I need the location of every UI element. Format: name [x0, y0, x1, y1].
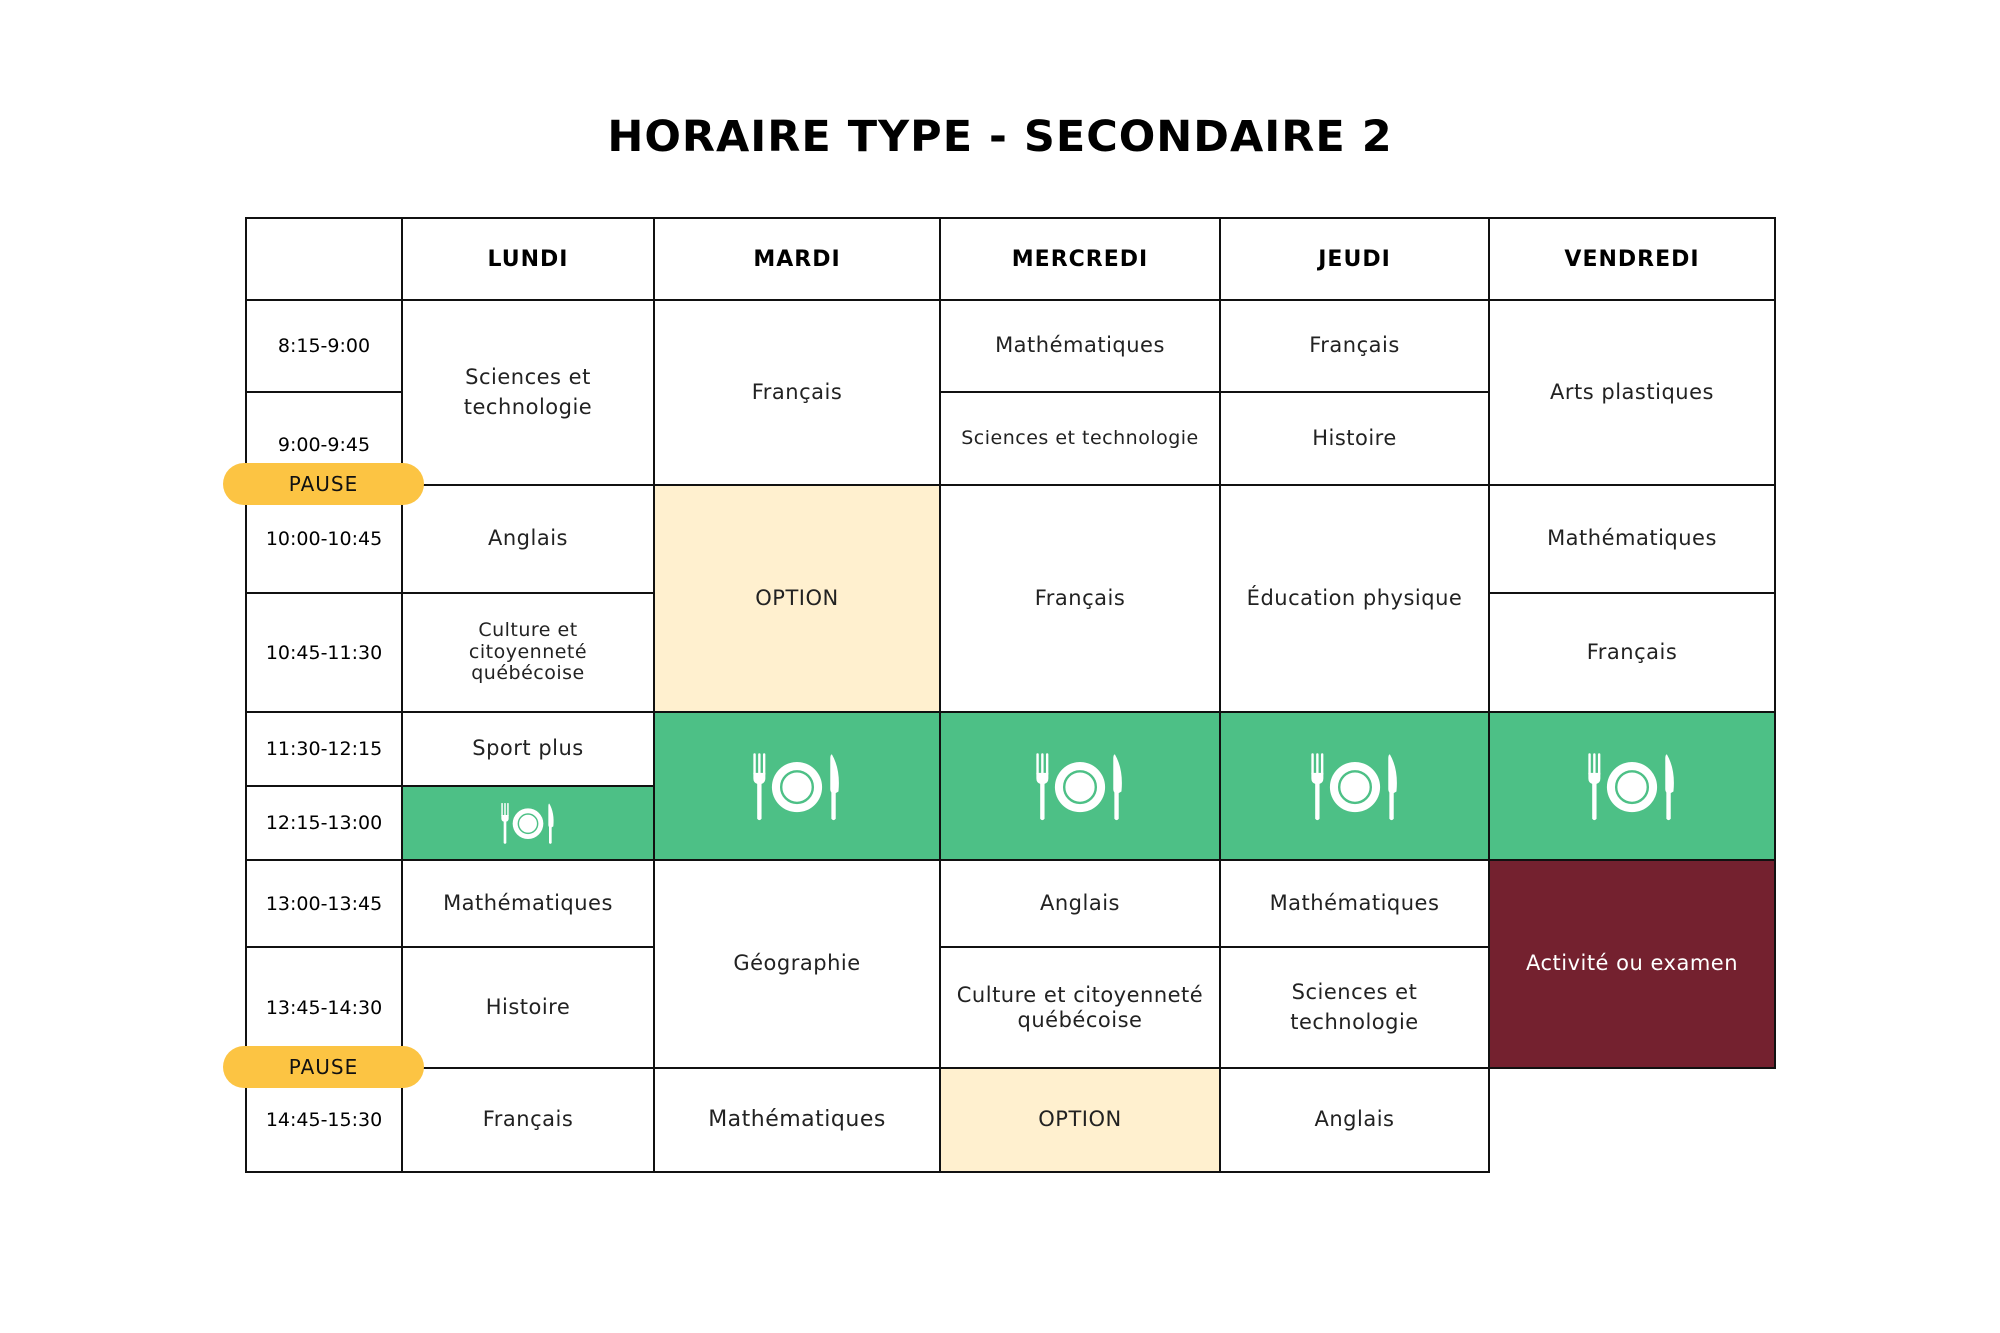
pause-label: PAUSE — [288, 1055, 359, 1079]
time-label: 10:45-11:30 — [265, 641, 383, 664]
time-label: 13:45-14:30 — [265, 996, 383, 1019]
class-label: Mathématiques — [1269, 890, 1440, 915]
header-lundi — [401, 217, 655, 301]
lunch-cell — [939, 711, 1221, 861]
class-label: Anglais — [1040, 890, 1120, 915]
time-label: 11:30-12:15 — [265, 738, 383, 760]
class-label: Anglais — [488, 526, 568, 551]
class-label: Mathématiques — [443, 890, 613, 915]
class-cell — [401, 946, 655, 1069]
day-label: VENDREDI — [1564, 246, 1700, 272]
plate-fork-knife-icon — [1309, 750, 1401, 822]
class-label: OPTION — [1038, 1107, 1122, 1132]
class-label: Mathématiques — [708, 1106, 886, 1132]
class-cell — [653, 299, 941, 486]
lunch-cell — [401, 785, 655, 861]
pause-badge — [223, 463, 424, 505]
day-label: MERCREDI — [1011, 246, 1149, 272]
page-title: HORAIRE TYPE - SECONDAIRE 2 — [607, 112, 1393, 162]
time-label: 9:00-9:45 — [277, 433, 371, 456]
class-label: Sport plus — [472, 736, 584, 761]
day-label: JEUDI — [1318, 246, 1391, 272]
class-cell — [1488, 299, 1776, 486]
class-label: Mathématiques — [995, 333, 1165, 358]
time-label: 8:15-9:00 — [277, 335, 371, 357]
class-cell — [1219, 391, 1490, 486]
class-cell — [939, 484, 1221, 713]
header-jeudi — [1219, 217, 1490, 301]
class-label: Histoire — [1312, 425, 1397, 450]
class-label: Anglais — [1314, 1107, 1395, 1132]
class-cell — [1488, 484, 1776, 594]
day-label: LUNDI — [487, 246, 569, 272]
lunch-cell — [1488, 711, 1776, 861]
class-cell — [401, 711, 655, 787]
time-slot — [245, 711, 403, 787]
plate-fork-knife-icon — [1586, 750, 1678, 822]
time-label: 13:00-13:45 — [265, 892, 383, 915]
time-label: 14:45-15:30 — [265, 1109, 383, 1131]
option-cell — [653, 484, 941, 713]
class-cell — [939, 859, 1221, 948]
class-cell — [1219, 484, 1490, 713]
lunch-cell — [653, 711, 941, 861]
class-cell — [401, 484, 655, 594]
header-corner — [245, 217, 403, 301]
lunch-cell — [1219, 711, 1490, 861]
time-slot — [245, 785, 403, 861]
class-cell — [401, 1067, 655, 1173]
class-cell — [939, 946, 1221, 1069]
class-label: Sciences et technologie — [463, 365, 593, 419]
plate-fork-knife-icon — [1034, 750, 1126, 822]
class-label: OPTION — [755, 585, 839, 610]
class-cell — [401, 859, 655, 948]
day-label: MARDI — [753, 246, 841, 272]
pause-badge — [223, 1046, 424, 1088]
option-cell — [939, 1067, 1221, 1173]
plate-fork-knife-icon — [751, 750, 843, 822]
class-cell — [1219, 946, 1490, 1069]
class-cell — [1488, 592, 1776, 713]
time-label: 10:00-10:45 — [265, 528, 383, 550]
class-label: Français — [751, 379, 843, 404]
class-label: Géographie — [733, 951, 861, 976]
class-cell — [1219, 299, 1490, 393]
time-slot — [245, 299, 403, 393]
class-cell — [653, 1067, 941, 1173]
plate-fork-knife-icon — [500, 801, 556, 845]
class-label: Activité ou examen — [1525, 951, 1739, 976]
class-label: Français — [1309, 333, 1400, 358]
class-label: Éducation physique — [1246, 585, 1463, 610]
header-mercredi — [939, 217, 1221, 301]
class-cell — [1219, 859, 1490, 948]
header-vendredi — [1488, 217, 1776, 301]
class-label: Français — [1586, 639, 1678, 664]
class-label: Sciences et technologie — [961, 427, 1199, 450]
time-slot — [245, 859, 403, 948]
class-cell — [401, 592, 655, 713]
class-cell — [939, 391, 1221, 486]
header-mardi — [653, 217, 941, 301]
class-cell — [401, 299, 655, 486]
class-label: Culture et citoyenneté québécoise — [956, 983, 1204, 1032]
class-label: Français — [1034, 585, 1126, 610]
class-cell — [939, 299, 1221, 393]
time-slot — [245, 592, 403, 713]
pause-label: PAUSE — [288, 472, 359, 496]
class-cell — [653, 859, 941, 1069]
activity-exam-cell — [1488, 859, 1776, 1069]
class-label: Mathématiques — [1547, 526, 1717, 551]
class-label: Français — [482, 1107, 574, 1132]
class-label: Sciences et technologie — [1290, 980, 1419, 1034]
class-label: Culture et citoyenneté québécoise — [468, 618, 588, 685]
class-label: Histoire — [485, 994, 571, 1019]
class-cell — [1219, 1067, 1490, 1173]
time-label: 12:15-13:00 — [265, 812, 383, 834]
class-label: Arts plastiques — [1550, 379, 1714, 404]
